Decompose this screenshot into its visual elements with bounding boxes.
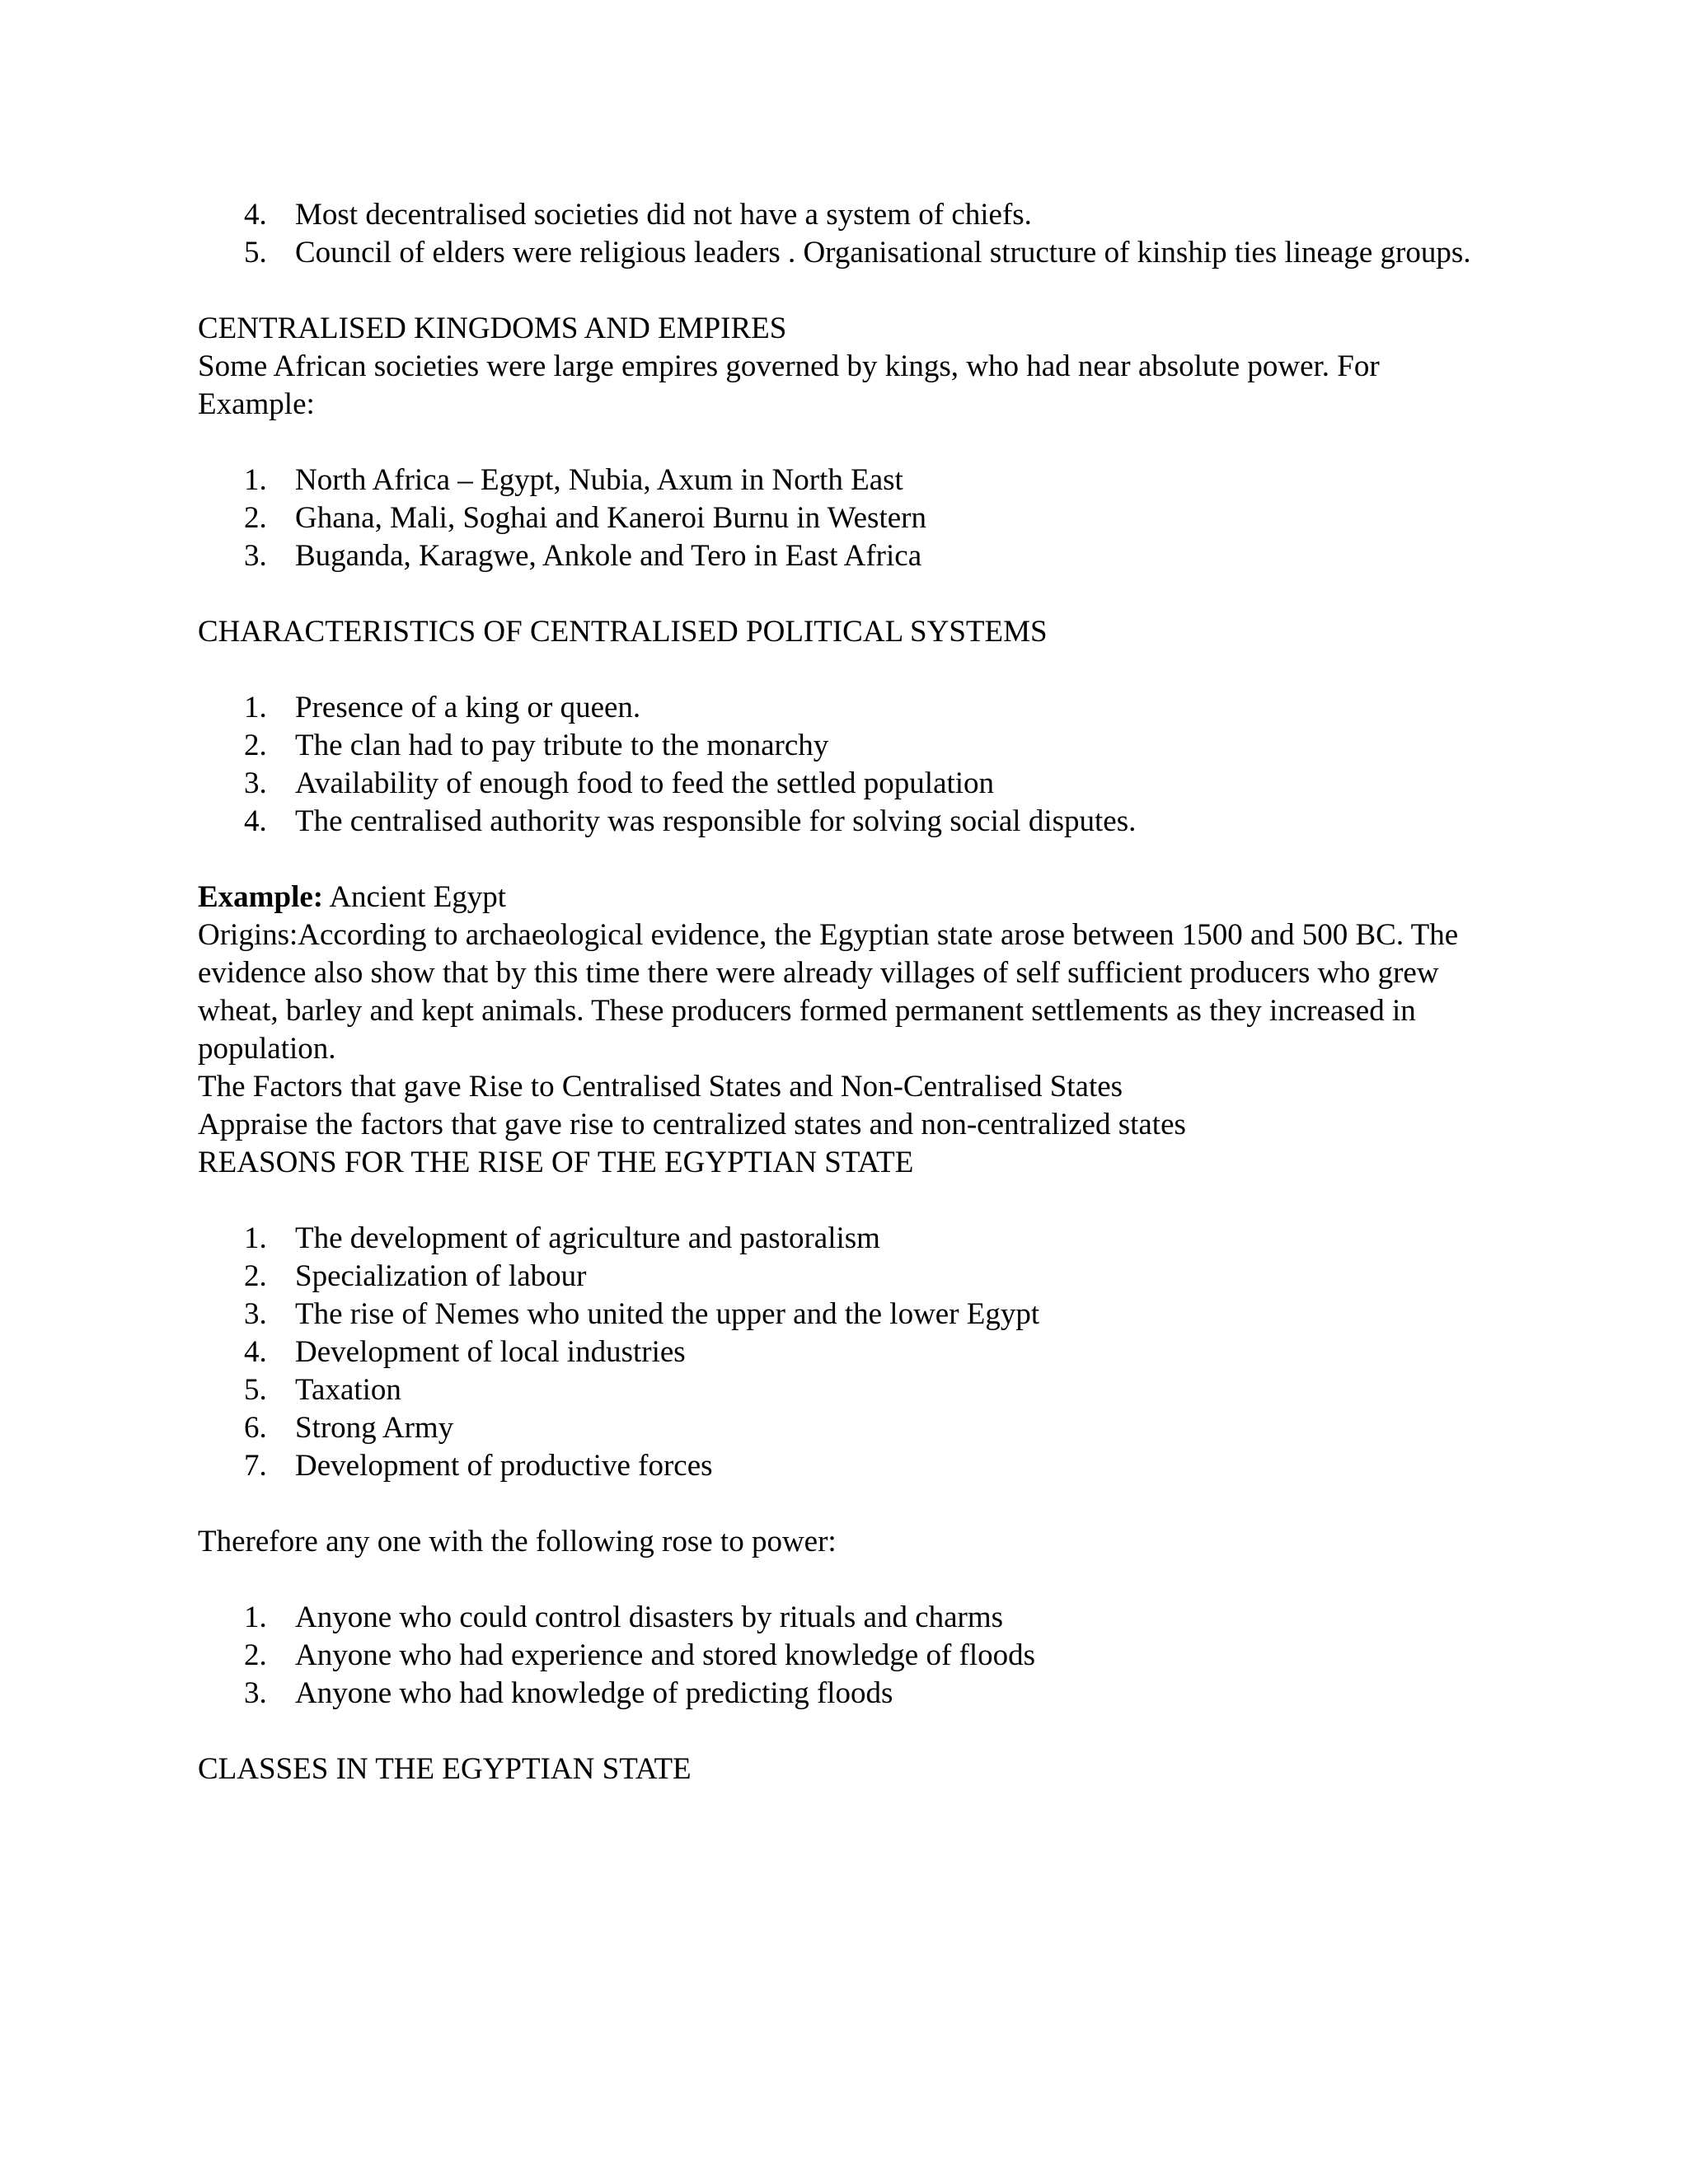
- list-number: 5.: [244, 1373, 267, 1407]
- centralised-kingdoms-intro: Some African societies were large empires governed by kings, who had near absolute power. For Example:: [198, 349, 1380, 421]
- list-item: [198, 803, 1471, 841]
- list-text: The development of agriculture and pastoralism: [295, 1221, 880, 1255]
- list-text: Development of productive forces: [295, 1449, 713, 1483]
- list-text: Anyone who had knowledge of predicting floods: [295, 1676, 893, 1710]
- list-text: The rise of Nemes who united the upper and the lower Egypt: [295, 1297, 1040, 1331]
- list-text: Development of local industries: [295, 1335, 686, 1369]
- list-text: North Africa – Egypt, Nubia, Axum in North East: [295, 463, 903, 497]
- list-number: 2.: [244, 501, 267, 535]
- example-label: Example:: [198, 880, 324, 914]
- power-list: [198, 1599, 1471, 1713]
- list-item: [198, 1258, 1471, 1296]
- list-item: [198, 765, 1471, 803]
- list-number: 2.: [244, 1259, 267, 1293]
- list-item: [198, 727, 1471, 765]
- spacer: [198, 575, 1471, 613]
- spacer: [198, 1713, 1471, 1750]
- power-intro: Therefore any one with the following rose to power:: [198, 1525, 837, 1558]
- list-item: [198, 1675, 1471, 1713]
- list-text: Strong Army: [295, 1411, 454, 1445]
- list-number: 3.: [244, 766, 267, 800]
- list-text: Council of elders were religious leaders . Organisational structure of kinship ties lineage groups.: [295, 236, 1471, 269]
- list-number: 4.: [244, 804, 267, 838]
- list-item: [198, 196, 1471, 234]
- list-number: 7.: [244, 1449, 267, 1483]
- list-number: 4.: [244, 1335, 267, 1369]
- list-number: 5.: [244, 236, 267, 269]
- reasons-heading: REASONS FOR THE RISE OF THE EGYPTIAN STATE: [198, 1146, 914, 1179]
- list-number: 1.: [244, 1601, 267, 1634]
- list-item: [198, 499, 1471, 537]
- kingdoms-list: [198, 462, 1471, 575]
- list-item: [198, 537, 1471, 575]
- classes-heading: CLASSES IN THE EGYPTIAN STATE: [198, 1752, 692, 1786]
- centralised-kingdoms-heading: CENTRALISED KINGDOMS AND EMPIRES: [198, 312, 787, 345]
- list-number: 1.: [244, 1221, 267, 1255]
- list-item: [198, 1637, 1471, 1675]
- list-item: [198, 1371, 1471, 1409]
- spacer: [198, 841, 1471, 879]
- list-number: 6.: [244, 1411, 267, 1445]
- appraise-line: Appraise the factors that gave rise to centralized states and non-centralized states: [198, 1108, 1186, 1141]
- list-item: [198, 1599, 1471, 1637]
- list-text: Ghana, Mali, Soghai and Kaneroi Burnu in Western: [295, 501, 926, 535]
- spacer: [198, 651, 1471, 689]
- list-text: Availability of enough food to feed the settled population: [295, 766, 995, 800]
- origins-paragraph: Origins:According to archaeological evidence, the Egyptian state arose between 1500 and 500 BC. The evidence also show that by this time there were already villages of self sufficient producers who grew wheat, barley and kept animals. These producers formed permanent settlements as they increased in population.: [198, 918, 1459, 1066]
- list-item: [198, 1220, 1471, 1258]
- spacer: [198, 424, 1471, 462]
- list-item: [198, 1409, 1471, 1447]
- list-text: Buganda, Karagwe, Ankole and Tero in East Africa: [295, 539, 922, 573]
- list-number: 1.: [244, 463, 267, 497]
- spacer: [198, 1561, 1471, 1599]
- list-number: 2.: [244, 729, 267, 762]
- list-item: [198, 689, 1471, 727]
- spacer: [198, 272, 1471, 310]
- factors-line: The Factors that gave Rise to Centralised States and Non-Centralised States: [198, 1070, 1123, 1104]
- list-text: Specialization of labour: [295, 1259, 587, 1293]
- example-line: [198, 879, 1471, 916]
- spacer: [198, 1485, 1471, 1523]
- spacer: [198, 1182, 1471, 1220]
- list-text: The clan had to pay tribute to the monarchy: [295, 729, 829, 762]
- list-text: Presence of a king or queen.: [295, 691, 641, 724]
- list-number: 3.: [244, 1297, 267, 1331]
- example-value: Ancient Egypt: [323, 880, 507, 914]
- list-text: Anyone who had experience and stored knowledge of floods: [295, 1638, 1036, 1672]
- document-body: [198, 196, 1471, 1788]
- characteristics-list: [198, 689, 1471, 841]
- list-text: Anyone who could control disasters by rituals and charms: [295, 1601, 1004, 1634]
- list-item: [198, 1296, 1471, 1333]
- list-number: 3.: [244, 1676, 267, 1710]
- list-item: [198, 462, 1471, 499]
- list-text: Most decentralised societies did not have a system of chiefs.: [295, 198, 1032, 232]
- reasons-list: [198, 1220, 1471, 1485]
- list-text: Taxation: [295, 1373, 401, 1407]
- list-number: 4.: [244, 198, 267, 232]
- characteristics-heading: CHARACTERISTICS OF CENTRALISED POLITICAL SYSTEMS: [198, 615, 1048, 649]
- list-item: [198, 1447, 1471, 1485]
- list-number: 2.: [244, 1638, 267, 1672]
- decentralised-list: [198, 196, 1471, 272]
- list-number: 1.: [244, 691, 267, 724]
- list-text: The centralised authority was responsible for solving social disputes.: [295, 804, 1137, 838]
- list-item: [198, 1333, 1471, 1371]
- list-number: 3.: [244, 539, 267, 573]
- list-item: [198, 234, 1471, 272]
